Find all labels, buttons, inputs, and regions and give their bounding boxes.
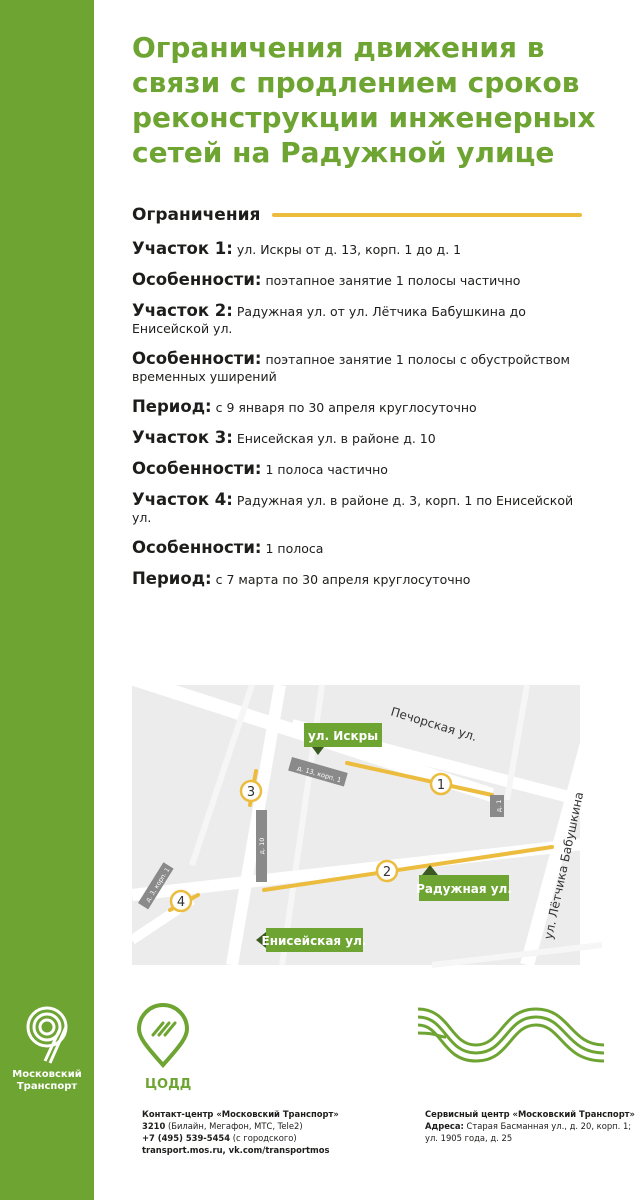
item-label: Особенности: <box>132 538 262 557</box>
item-label: Особенности: <box>132 349 262 368</box>
service-center-title: Сервисный центр «Московский Транспорт» <box>425 1109 635 1119</box>
restriction-item <box>132 350 592 385</box>
marker-4 <box>171 891 191 911</box>
restriction-item <box>132 271 592 289</box>
restriction-item <box>132 460 592 478</box>
tsodd-logo-icon <box>135 1005 191 1069</box>
item-text: ул. Искры от д. 13, корп. 1 до д. 1 <box>236 242 462 257</box>
area-map <box>132 685 587 965</box>
tsodd-logo-text: ЦОДД <box>145 1077 192 1092</box>
street-label-letchika: ул. Лётчика Бабушкина <box>541 790 587 941</box>
house-tag-10-text: д. 10 <box>258 837 266 855</box>
address-label: Адреса: <box>425 1121 464 1131</box>
street-tag-eniseyskaya <box>256 928 366 952</box>
street-label-pechorskaya: Печорская ул. <box>389 704 479 744</box>
house-tag-1 <box>490 795 504 817</box>
map-svg <box>132 685 587 965</box>
tsodd-logo <box>135 1005 225 1092</box>
street-tag-raduzhnaya-text: Радужная ул. <box>416 882 512 896</box>
item-label: Особенности: <box>132 270 262 289</box>
item-label: Период: <box>132 397 212 416</box>
short-number-note: (Билайн, Мегафон, МТС, Tele2) <box>165 1121 303 1131</box>
marker-4-text: 4 <box>176 895 186 910</box>
street-tag-eniseyskaya-text: Енисейская ул. <box>261 934 367 948</box>
restriction-item <box>132 429 592 447</box>
restriction-item <box>132 240 592 258</box>
item-label: Участок 4: <box>132 490 233 509</box>
item-text: Радужная ул. от ул. Лётчика Бабушкина до Енисейской ул. <box>132 304 526 336</box>
house-tag-13-1-text: д. 13, корп. 1 <box>296 764 343 785</box>
short-number-line <box>142 1120 392 1132</box>
section-heading-rule <box>272 213 582 217</box>
item-text: с 7 марта по 30 апреля круглосуточно <box>215 572 471 587</box>
websites: transport.mos.ru, vk.com/transportmos <box>142 1145 330 1155</box>
address-2: ул. 1905 года, д. 25 <box>425 1133 513 1143</box>
restriction-item <box>132 302 592 337</box>
contact-center-info <box>142 1108 392 1156</box>
item-text: Радужная ул. в районе д. 3, корп. 1 по Енисейской ул. <box>132 493 574 525</box>
moscow-transport-logo-icon <box>24 1005 70 1065</box>
item-text: поэтапное занятие 1 полосы частично <box>265 273 521 288</box>
short-number: 3210 <box>142 1121 166 1131</box>
service-center-info <box>425 1108 635 1144</box>
item-text: 1 полоса <box>265 541 324 556</box>
item-label: Период: <box>132 569 212 588</box>
green-sidebar <box>0 0 94 1200</box>
contact-center-title: Контакт-центр «Московский Транспорт» <box>142 1109 339 1119</box>
street-tag-iskry-text: ул. Искры <box>307 729 379 743</box>
address-1: Старая Басманная ул., д. 20, корп. 1; <box>463 1121 632 1131</box>
item-text: поэтапное занятие 1 полосы с обустройством временных уширений <box>132 352 570 384</box>
item-text: 1 полоса частично <box>265 462 388 477</box>
marker-1 <box>431 774 451 794</box>
marker-3-text: 3 <box>246 785 256 800</box>
address-line-1 <box>425 1120 632 1132</box>
item-text: Енисейская ул. в районе д. 10 <box>236 431 436 446</box>
decorative-wave-pattern <box>416 1005 606 1065</box>
phone-number: +7 (495) 539-5454 <box>142 1133 231 1143</box>
item-label: Участок 1: <box>132 239 233 258</box>
item-label: Участок 3: <box>132 428 233 447</box>
phone-note: (с городского) <box>230 1133 297 1143</box>
moscow-transport-logo-text: Московский Транспорт <box>12 1069 82 1092</box>
marker-2-text: 2 <box>382 865 392 880</box>
item-label: Участок 2: <box>132 301 233 320</box>
marker-1-text: 1 <box>436 778 446 793</box>
restriction-item <box>132 539 592 557</box>
page-title: Ограничения движения в связи с продлением сроков реконструкции инженерных сетей на Радужной улице <box>132 31 596 169</box>
section-heading-text: Ограничения <box>132 205 261 225</box>
house-tag-1-text: д. 1 <box>495 799 503 813</box>
restrictions-list <box>132 240 592 601</box>
house-tag-3-1-text: д. 3, корп. 1 <box>144 866 172 904</box>
section-heading <box>132 205 582 225</box>
restriction-item <box>132 570 592 588</box>
item-label: Особенности: <box>132 459 262 478</box>
restriction-item <box>132 491 592 526</box>
moscow-transport-logo <box>0 1005 94 1093</box>
phone-line <box>142 1132 392 1144</box>
marker-2 <box>377 861 397 881</box>
marker-3 <box>241 781 261 801</box>
item-text: с 9 января по 30 апреля круглосуточно <box>215 400 477 415</box>
restriction-item <box>132 398 592 416</box>
house-tag-10 <box>256 810 267 882</box>
